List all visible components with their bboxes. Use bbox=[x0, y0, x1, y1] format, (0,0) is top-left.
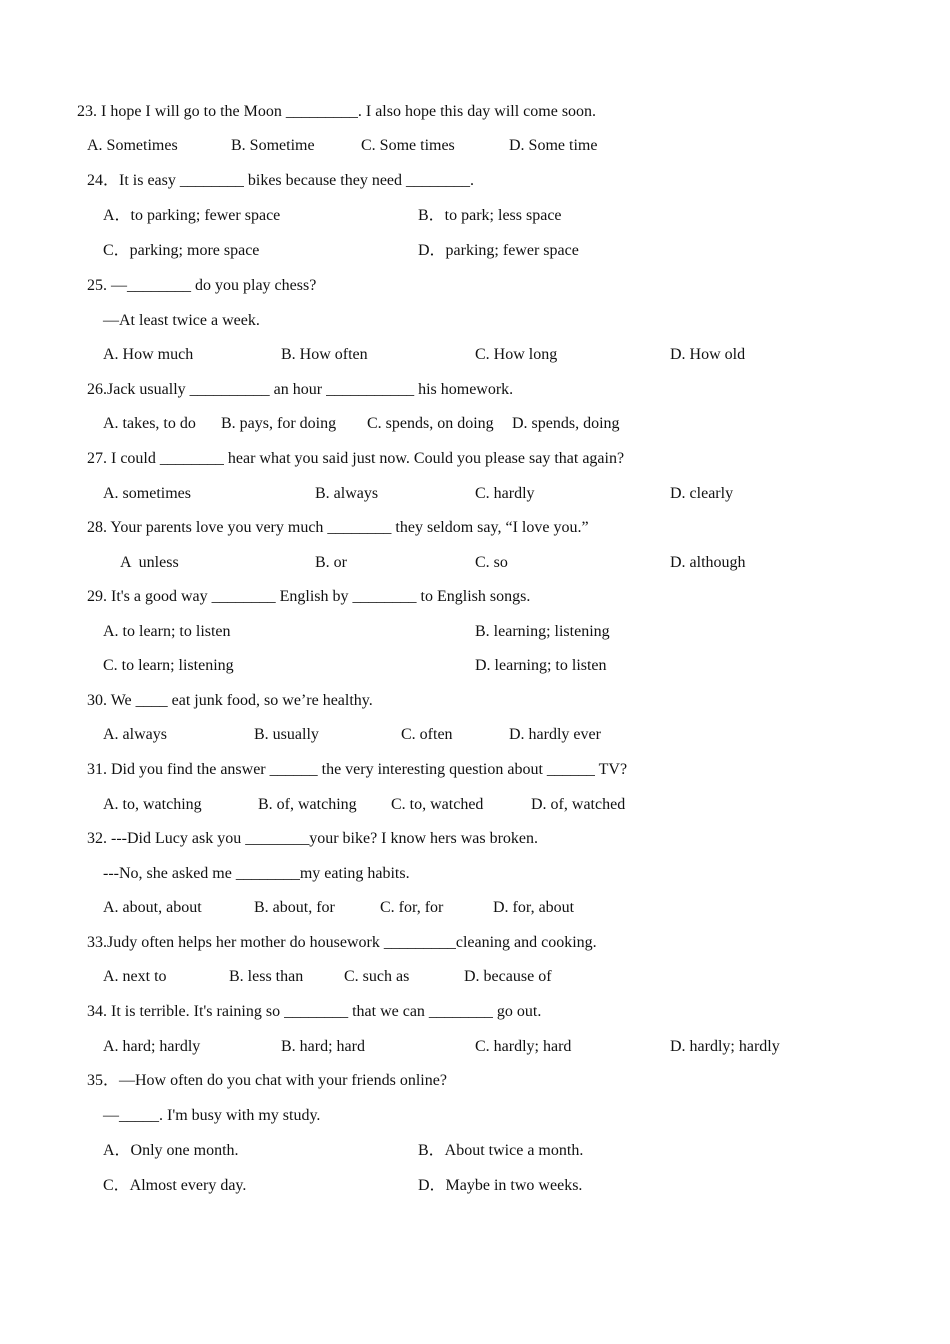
option-d: D. Some time bbox=[509, 137, 598, 154]
option-a: A unless bbox=[120, 554, 179, 571]
option-d: D. spends, doing bbox=[512, 415, 620, 432]
option-b: B. hard; hard bbox=[281, 1038, 365, 1055]
option-d: D. clearly bbox=[670, 485, 734, 502]
option-a: A. Sometimes bbox=[87, 137, 178, 154]
option-c: C. hardly bbox=[475, 485, 535, 502]
option-d: D. hardly; hardly bbox=[670, 1038, 780, 1055]
option-c: C. hardly; hard bbox=[475, 1038, 572, 1055]
option-c: C. How long bbox=[475, 346, 558, 363]
question-stem-reply: ---No, she asked me ________my eating habits. bbox=[103, 865, 410, 882]
option-c: C. spends, on doing bbox=[367, 415, 494, 432]
option-a: A. to, watching bbox=[103, 796, 202, 813]
option-c: C. Some times bbox=[361, 137, 455, 154]
option-d: D．Maybe in two weeks. bbox=[418, 1177, 583, 1194]
question-stem: 29. It's a good way ________ English by ________ to English songs. bbox=[87, 588, 531, 605]
question-stem: 32. ---Did Lucy ask you ________your bike? I know hers was broken. bbox=[87, 830, 539, 847]
option-d: D. hardly ever bbox=[509, 726, 601, 743]
option-b: B. always bbox=[315, 485, 379, 502]
option-d: D. for, about bbox=[493, 899, 575, 916]
option-a: A. hard; hardly bbox=[103, 1038, 201, 1055]
option-c: C．parking; more space bbox=[103, 242, 260, 259]
option-a: A. takes, to do bbox=[103, 415, 196, 432]
option-a: A. about, about bbox=[103, 899, 202, 916]
option-b: B. learning; listening bbox=[475, 623, 610, 640]
question-stem-reply: —At least twice a week. bbox=[103, 312, 260, 329]
option-a: A. How much bbox=[103, 346, 194, 363]
option-b: B. of, watching bbox=[258, 796, 357, 813]
option-b: B. less than bbox=[229, 968, 304, 985]
option-d: D．parking; fewer space bbox=[418, 242, 579, 259]
option-b: B. How often bbox=[281, 346, 368, 363]
option-a: A. sometimes bbox=[103, 485, 191, 502]
option-d: D. although bbox=[670, 554, 746, 571]
question-stem-reply: —_____. I'm busy with my study. bbox=[103, 1107, 321, 1124]
option-b: B．About twice a month. bbox=[418, 1142, 584, 1159]
question-stem: 23. I hope I will go to the Moon _________. I also hope this day will come soon. bbox=[77, 103, 597, 120]
option-c: C. to, watched bbox=[391, 796, 484, 813]
question-stem: 25. —________ do you play chess? bbox=[87, 277, 317, 294]
question-stem: 31. Did you find the answer ______ the very interesting question about ______ TV? bbox=[87, 761, 628, 778]
option-c: C. to learn; listening bbox=[103, 657, 234, 674]
option-a: A. to learn; to listen bbox=[103, 623, 231, 640]
question-stem: 34. It is terrible. It's raining so ________ that we can ________ go out. bbox=[87, 1003, 542, 1020]
question-stem: 24．It is easy ________ bikes because they need ________. bbox=[87, 172, 475, 189]
option-c: C. often bbox=[401, 726, 453, 743]
option-c: C. such as bbox=[344, 968, 410, 985]
option-b: B. or bbox=[315, 554, 347, 571]
option-d: D. learning; to listen bbox=[475, 657, 607, 674]
question-stem: 28. Your parents love you very much ________ they seldom say, “I love you.” bbox=[87, 519, 589, 536]
option-a: A. next to bbox=[103, 968, 167, 985]
option-b: B. Sometime bbox=[231, 137, 315, 154]
option-a: A. always bbox=[103, 726, 167, 743]
question-stem: 27. I could ________ hear what you said just now. Could you please say that again? bbox=[87, 450, 625, 467]
option-b: B．to park; less space bbox=[418, 207, 562, 224]
option-b: B. pays, for doing bbox=[221, 415, 337, 432]
option-b: B. about, for bbox=[254, 899, 335, 916]
option-c: C. for, for bbox=[380, 899, 444, 916]
option-a: A．to parking; fewer space bbox=[103, 207, 281, 224]
question-stem: 30. We ____ eat junk food, so we’re healthy. bbox=[87, 692, 373, 709]
option-d: D. because of bbox=[464, 968, 552, 985]
option-d: D. of, watched bbox=[531, 796, 626, 813]
option-c: C．Almost every day. bbox=[103, 1177, 247, 1194]
option-a: A．Only one month. bbox=[103, 1142, 239, 1159]
option-b: B. usually bbox=[254, 726, 319, 743]
question-stem: 26.Jack usually __________ an hour ___________ his homework. bbox=[87, 381, 514, 398]
option-c: C. so bbox=[475, 554, 508, 571]
question-stem: 33.Judy often helps her mother do housework _________cleaning and cooking. bbox=[87, 934, 597, 951]
question-stem: 35．—How often do you chat with your friends online? bbox=[87, 1072, 447, 1089]
option-d: D. How old bbox=[670, 346, 746, 363]
